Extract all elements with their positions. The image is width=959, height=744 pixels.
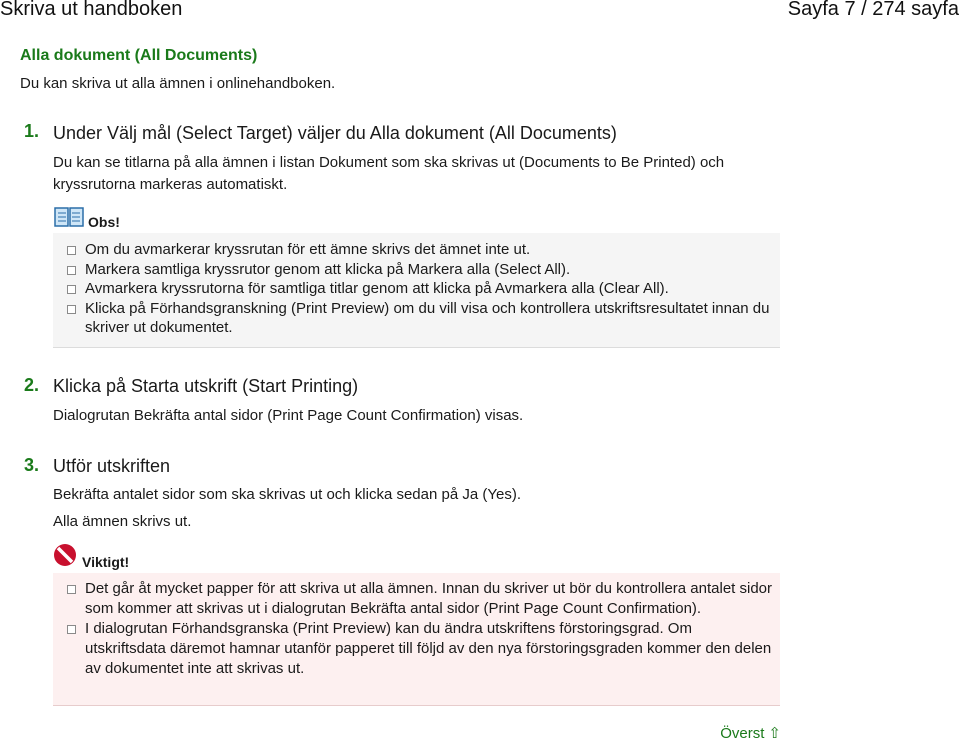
note-box	[53, 233, 780, 348]
note-label: Obs!	[88, 214, 120, 230]
step-2-title: Klicka på Starta utskrift (Start Printing)	[53, 376, 359, 396]
manual-title: Skriva ut handboken	[0, 0, 183, 20]
step-3-number: 3.	[24, 455, 40, 475]
note-item-3: Avmarkera kryssrutorna för samtliga titlar genom att klicka på Avmarkera alla (Clear All).	[67, 279, 772, 299]
step-1-number: 1.	[24, 121, 40, 141]
note-item-4: Klicka på Förhandsgranskning (Print Preview) om du vill visa och kontrollera utskriftsresultatet innan du skriver ut dokumentet.	[67, 299, 772, 338]
important-box	[53, 573, 780, 706]
important-item-2: I dialogrutan Förhandsgranska (Print Preview) kan du ändra utskriftens förstoringsgrad. Om utskriftsdata däremot hamnar utanför papperet till följd av den nya förstoringsgraden kommer den delen av dokumentet inte att skrivas ut.	[67, 619, 772, 679]
note-list	[67, 240, 772, 338]
step-3-text-2: Alla ämnen skrivs ut.	[53, 513, 192, 530]
note-item-1: Om du avmarkerar kryssrutan för ett ämne skrivs det ämnet inte ut.	[67, 240, 772, 260]
important-item-1: Det går åt mycket papper för att skriva ut alla ämnen. Innan du skriver ut bör du kontrollera antalet sidor som kommer att skrivas ut i dialogrutan Bekräfta antal sidor (Print Page Count Confirmation).	[67, 579, 772, 619]
step-1-title: Under Välj mål (Select Target) väljer du Alla dokument (All Documents)	[53, 123, 617, 143]
page-header	[0, 0, 959, 24]
back-to-top-link[interactable]	[720, 724, 781, 742]
step-2-number: 2.	[24, 375, 40, 395]
section-title: Alla dokument (All Documents)	[20, 47, 258, 64]
book-icon	[54, 206, 84, 228]
stop-icon	[53, 543, 77, 567]
step-3-title: Utför utskriften	[53, 456, 171, 476]
important-list	[67, 579, 772, 679]
arrow-up-icon: ⇧	[768, 725, 781, 742]
important-label: Viktigt!	[82, 554, 130, 570]
step-1-text: Du kan se titlarna på alla ämnen i listan Dokument som ska skrivas ut (Documents to Be Printed) och kryssrutorna markeras automatiskt.	[53, 154, 725, 193]
step-2-text: Dialogrutan Bekräfta antal sidor (Print Page Count Confirmation) visas.	[53, 407, 524, 424]
section-subtitle: Du kan skriva ut alla ämnen i onlinehandboken.	[20, 75, 336, 92]
step-3-text: Bekräfta antalet sidor som ska skrivas ut och klicka sedan på Ja (Yes).	[53, 486, 521, 503]
page-counter: Sayfa 7 / 274 sayfa	[787, 0, 959, 20]
back-to-top-label: Överst	[720, 725, 765, 742]
note-item-2: Markera samtliga kryssrutor genom att klicka på Markera alla (Select All).	[67, 260, 772, 280]
